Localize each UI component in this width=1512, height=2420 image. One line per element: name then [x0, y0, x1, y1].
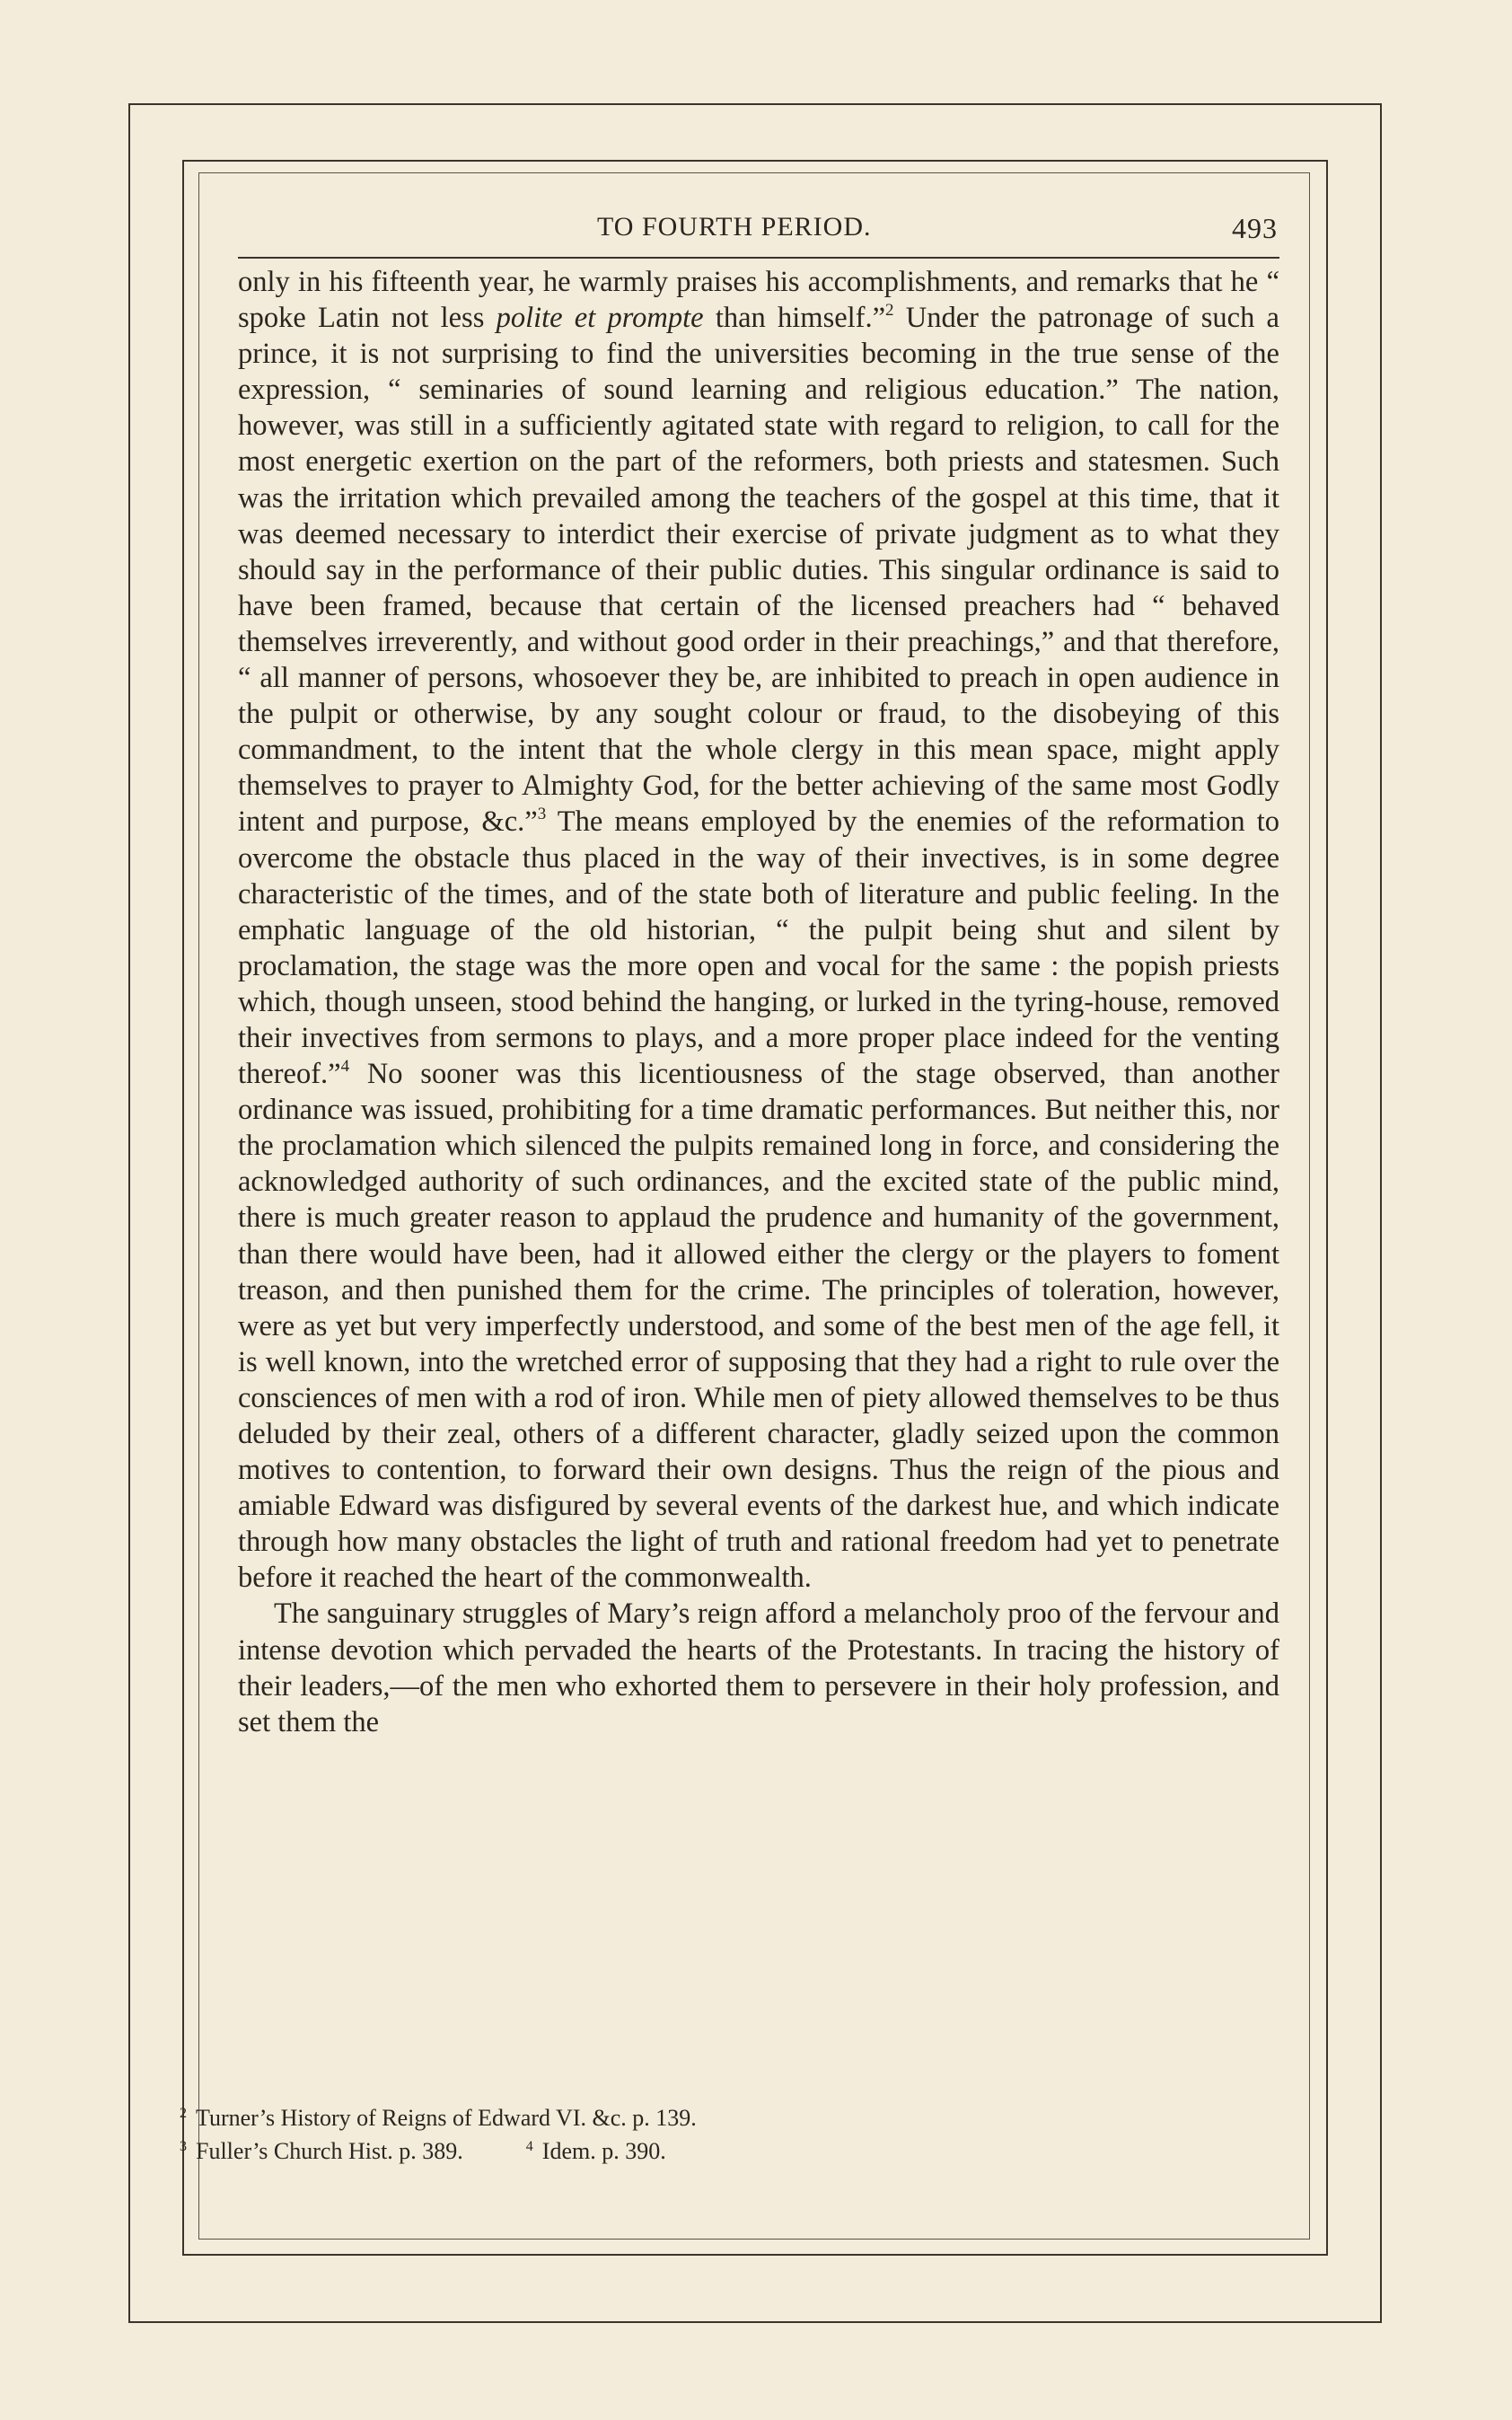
running-head [238, 207, 1279, 257]
p1-part-c: Under the patronage of such a prince, it is not surprising to find the universities becoming in the true sense of the expression, “ seminaries of sound learning and religious education.” The nation, however, was still in a sufficiently agitated state with regard to religion, to call for the most energetic exertion on the part of the reformers, both priests and statesmen. Such was the irritation which prevailed among the teachers of the gospel at this time, that it was deemed necessary to interdict their exercise of private judgment as to what they should say in the performance of their public duties. This singular ordinance is said to have been framed, because that certain of the licensed preachers had “ behaved themselves irreverently, and without good order in their preachings,” and that therefore, “ all manner of persons, whosoever they be, are inhibited to preach in open audience in the pulpit or otherwise, by any sought colour or fraud, to the disobeying of this commandment, to the intent that the whole clergy in this mean space, might apply themselves to prayer to Almighty God, for the better achieving of the same most Godly intent and purpose, &c.” [238, 302, 1279, 839]
page-content [238, 207, 1279, 1740]
p1-part-d: The means employed by the enemies of the reformation to overcome the obstacle thus placed in the way of their invectives, is in some degree characteristic of the times, and of the state both of literature and public feeling. In the emphatic language of the old historian, “ the pulpit being shut and silent by proclamation, the stage was the more open and vocal for the same : the popish priests which, though unseen, stood behind the hanging, or lurked in the tyring-house, removed their invectives from sermons to plays, and a more proper place indeed for the venting thereof.” [238, 805, 1280, 1091]
footnote-ref-2: 2 [885, 301, 894, 321]
p1-italic: polite et prompte [496, 302, 704, 335]
running-title: TO FOURTH PERIOD. [597, 212, 872, 242]
p1-part-b: than himself.” [703, 302, 886, 335]
footnote-mark-4: 4 [525, 2139, 533, 2154]
p1-part-e: No sooner was this licentiousness of the stage observed, than another ordinance was issued, prohibiting for a time dramatic performances. But neither this, nor the proclamation which silenced the pulpits remained long in force, and considering the acknowledged authority of such ordinances, and the excited state of the public mind, there is much greater reason to applaud the prudence and humanity of the government, than there would have been, had it allowed either the clergy or the players to foment treason, and then punished them for the crime. The principles of toleration, however, were as yet but very imperfectly understood, and some of the best men of the age fell, it is well known, into the wretched error of supposing that they had a right to rule over the consciences of men with a rod of iron. While men of piety allowed themselves to be thus deluded by their zeal, others of a different character, gladly seized upon the common motives to contention, to forward their own designs. Thus the reign of the pious and amiable Edward was disfigured by several events of the darkest hue, and which indicate through how many obstacles the light of truth and rational freedom had yet to penetrate before it reached the heart of the commonwealth. [238, 1058, 1279, 1595]
body-text [238, 264, 1279, 1740]
footnotes [180, 2099, 1077, 2166]
footnote-ref-3: 3 [537, 805, 547, 824]
footnote-2 [180, 2099, 1077, 2133]
footnote-mark-2: 2 [180, 2106, 187, 2121]
footnote-text-2: Turner’s History of Reigns of Edward VI. &c. p. 139. [196, 2105, 697, 2131]
header-rule [238, 257, 1279, 259]
paragraph-2: The sanguinary struggles of Mary’s reign afford a melancholy proo of the fervour and intense devotion which pervaded the hearts of the Protestants. In tracing the history of their leaders,—of the men who exhorted them to persevere in their holy profession, and set them the [238, 1597, 1279, 1738]
paragraph-1 [238, 264, 1279, 1596]
footnote-mark-3: 3 [180, 2139, 187, 2154]
page-number: 493 [1232, 212, 1278, 244]
footnote-ref-4: 4 [340, 1057, 350, 1077]
p1-part-a: only in his fifteenth year, he warmly praises his accomplishments, and remarks that he “ spoke Latin not less [238, 266, 1279, 335]
footnote-text-4: Idem. p. 390. [541, 2138, 666, 2164]
footnote-3-4 [180, 2133, 1077, 2166]
footnote-text-3: Fuller’s Church Hist. p. 389. [196, 2138, 463, 2164]
